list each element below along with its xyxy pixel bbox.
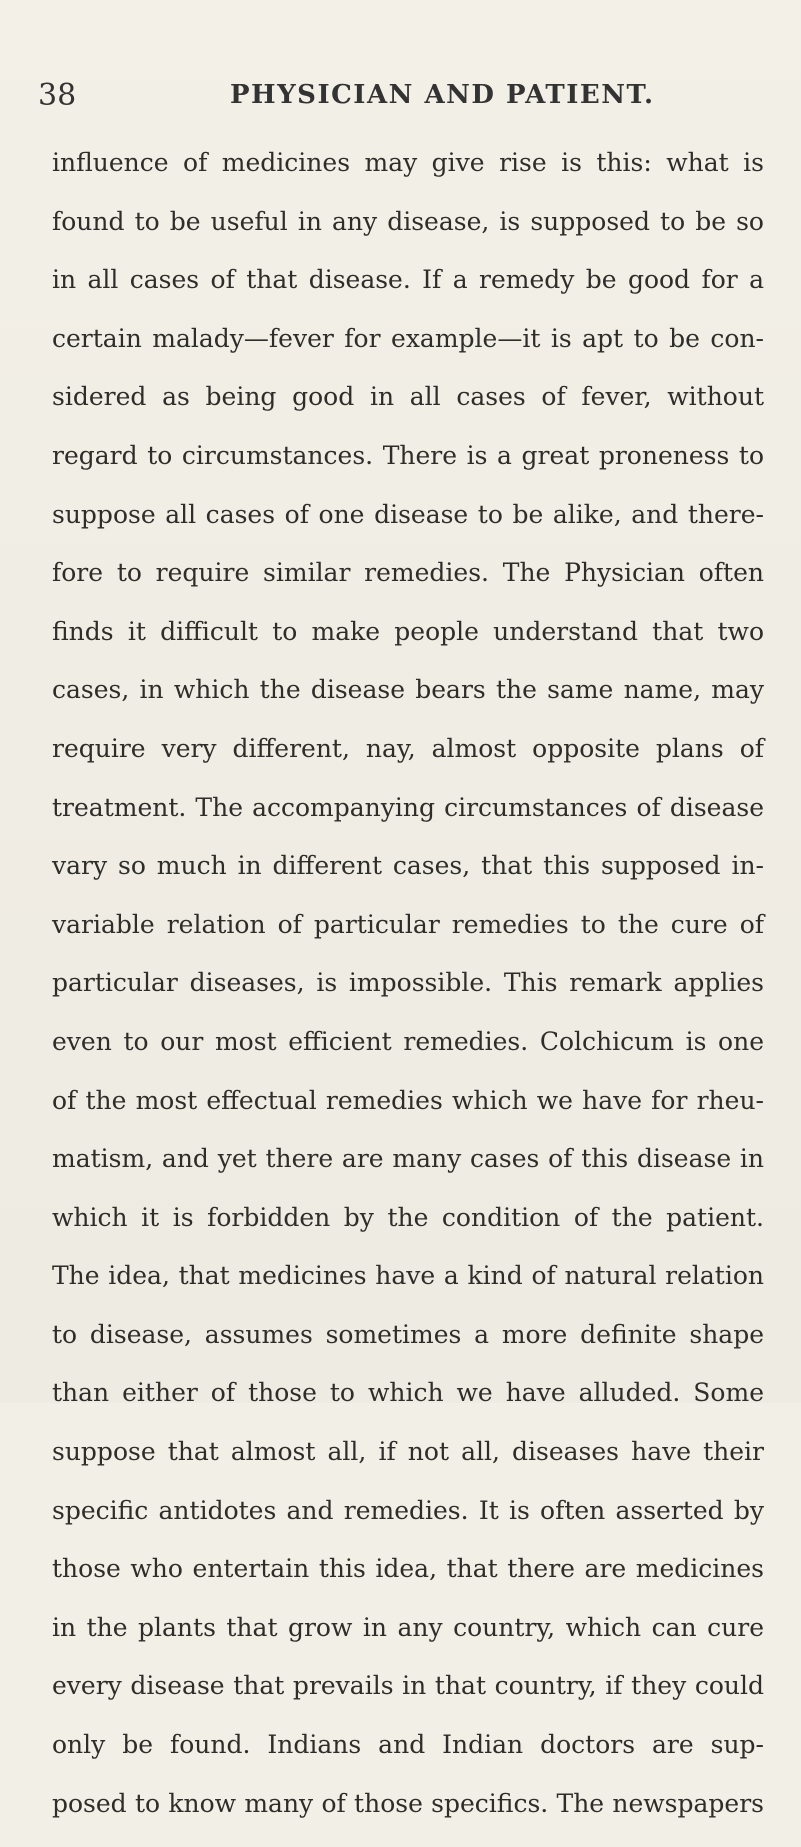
text-line: in the plants that grow in any country, which can cure <box>52 1612 764 1642</box>
text-line: sidered as being good in all cases of fever, without <box>52 382 764 412</box>
text-line: vary so much in different cases, that this supposed in- <box>52 851 764 881</box>
text-line: to disease, assumes sometimes a more definite shape <box>52 1319 764 1349</box>
text-line: even to our most efficient remedies. Colchicum is one <box>52 1026 764 1056</box>
text-line: which it is forbidden by the condition of the patient. <box>52 1202 764 1232</box>
text-line: than either of those to which we have alluded. Some <box>52 1378 764 1408</box>
text-line: certain malady—fever for example—it is apt to be con- <box>52 323 764 353</box>
text-line: finds it difficult to make people understand that two <box>52 616 764 646</box>
text-line: variable relation of particular remedies to the cure of <box>52 909 764 939</box>
text-line: cases, in which the disease bears the same name, may <box>52 675 764 705</box>
text-line: specific antidotes and remedies. It is often asserted by <box>52 1495 764 1525</box>
text-line: suppose that almost all, if not all, diseases have their <box>52 1437 764 1467</box>
text-line: posed to know many of those specifics. The newspapers <box>52 1788 764 1818</box>
text-line: influence of medicines may give rise is this: what is <box>52 148 764 177</box>
body-text <box>52 148 764 1847</box>
text-line: particular diseases, is impossible. This remark applies <box>52 968 764 998</box>
text-line: regard to circumstances. There is a great proneness to <box>52 440 764 470</box>
text-line: suppose all cases of one disease to be alike, and there- <box>52 499 764 529</box>
text-line: of the most effectual remedies which we have for rheu- <box>52 1085 764 1115</box>
running-title: PHYSICIAN AND PATIENT. <box>230 80 655 110</box>
text-line: found to be useful in any disease, is supposed to be so <box>52 206 764 236</box>
text-line: in all cases of that disease. If a remedy be good for a <box>52 265 764 295</box>
text-line: treatment. The accompanying circumstances of disease <box>52 792 764 822</box>
text-line: every disease that prevails in that country, if they could <box>52 1671 764 1701</box>
text-line: matism, and yet there are many cases of this disease in <box>52 1144 764 1174</box>
text-line: only be found. Indians and Indian doctors are sup- <box>52 1730 764 1760</box>
text-line: require very different, nay, almost opposite plans of <box>52 733 764 763</box>
text-line: The idea, that medicines have a kind of natural relation <box>52 1261 764 1291</box>
text-line: those who entertain this idea, that there are medicines <box>52 1554 764 1584</box>
text-line: fore to require similar remedies. The Physician often <box>52 558 764 588</box>
page-number: 38 <box>38 78 77 113</box>
running-head <box>38 74 763 114</box>
